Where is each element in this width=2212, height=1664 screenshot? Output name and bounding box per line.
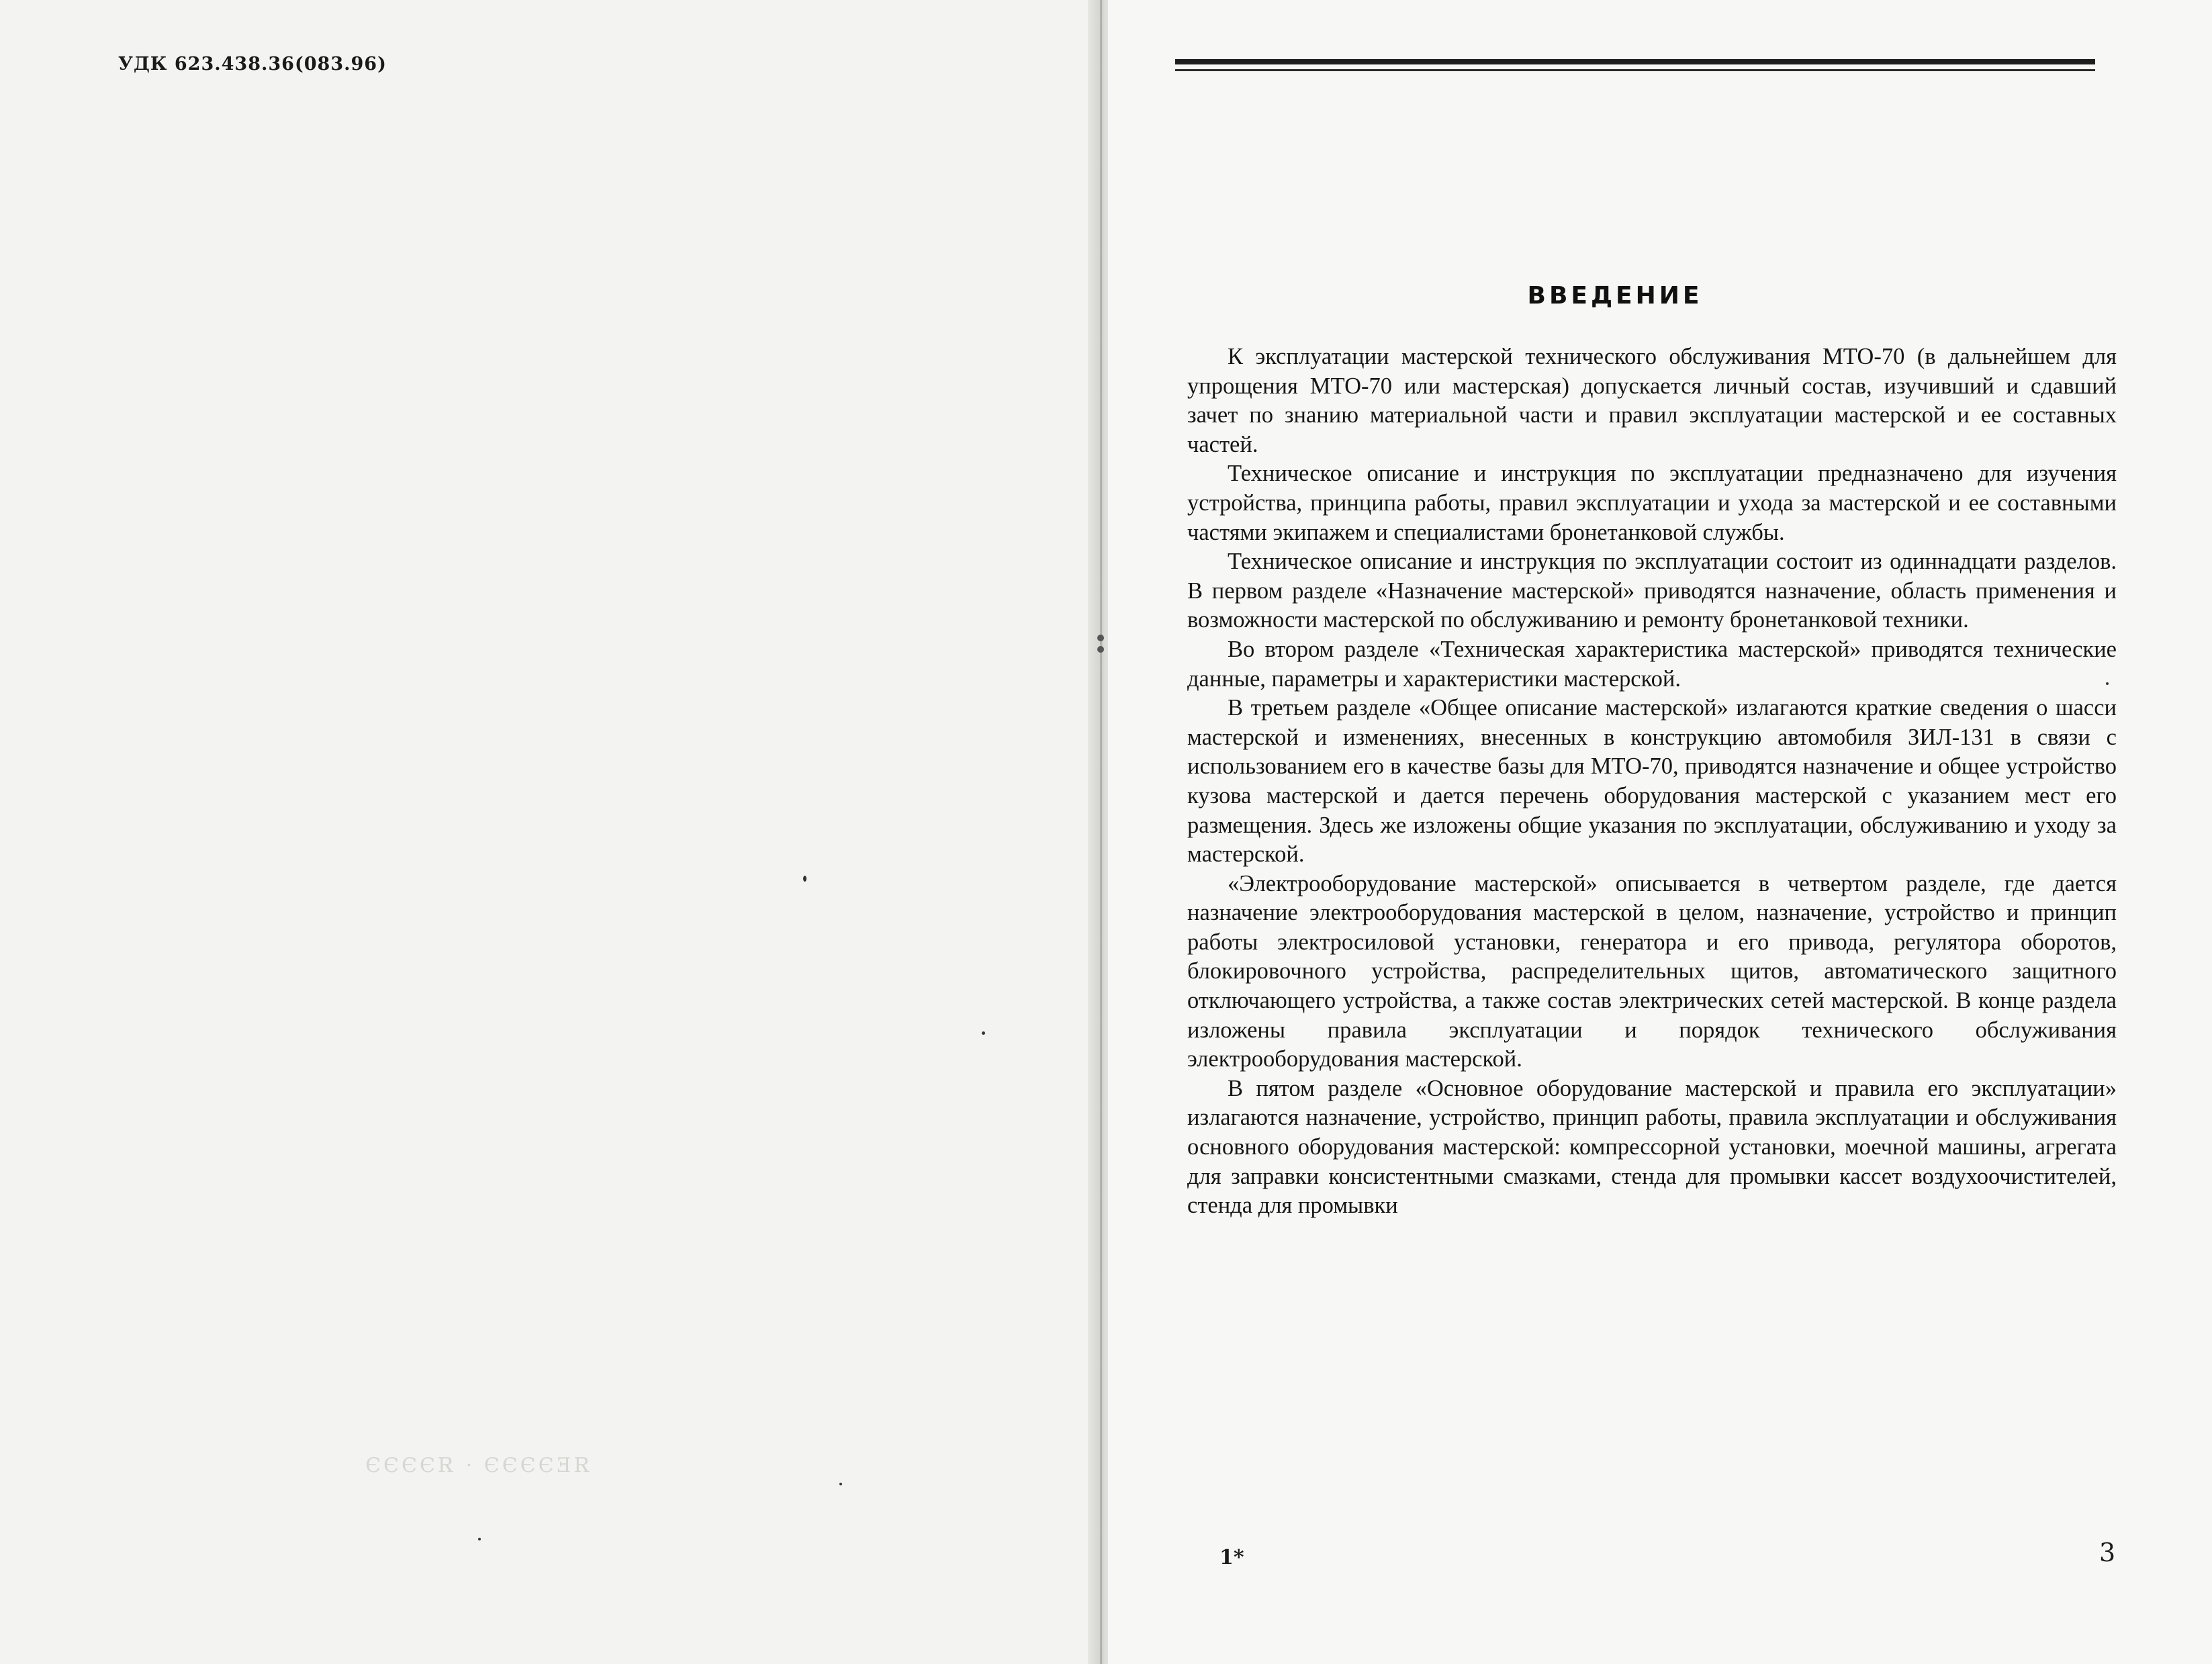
binding-stitch — [1097, 646, 1104, 653]
print-speck — [803, 876, 807, 882]
paragraph: Во втором разделе «Техническая характеристика мастерской» приводятся технические данные, параметры и характеристики мастерской. — [1187, 636, 2117, 692]
header-rule-thin — [1175, 69, 2095, 71]
binding-stitch — [1097, 635, 1104, 641]
section-heading: ВВЕДЕНИЕ — [1527, 282, 1703, 310]
paragraph: В третьем разделе «Общее описание мастерской» излагаются краткие сведения о шасси мастерской и изменениях, внесенных в конструкцию автомобиля ЗИЛ-131 в связи с использованием его в качестве базы для МТО-70, приводятся назначение и общее устройство кузова мастерской и дается перечень оборудования мастерской с указанием мест его размещения. Здесь же изложены общие указания по эксплуатации, обслуживанию и уходу за мастерской. — [1187, 695, 2117, 868]
page-number: 3 — [2099, 1538, 2116, 1567]
paragraph: Техническое описание и инструкция по эксплуатации состоит из одиннадцати разделов. В первом разделе «Назначение мастерской» приводятся назначение, область применения и возможности мастерской по обслуживанию и ремонту бронетанковой техники. — [1187, 549, 2117, 633]
body-text — [1187, 342, 2117, 1221]
left-page — [0, 0, 1095, 1664]
header-rule-thick — [1175, 59, 2095, 64]
print-speck — [982, 1031, 985, 1035]
paragraph: «Электрооборудование мастерской» описывается в четвертом разделе, где дается назначение электрооборудования мастерской в целом, назначение, устройство и принцип работы электросиловой установки, генератора и его привода, регулятора оборотов, блокировочного устройства, распределительных щитов, автоматического защитного отключающего устройства, а также состав электрических сетей мастерской. В конце раздела изложены правила эксплуатации и порядок технического обслуживания электрооборудования мастерской. — [1187, 870, 2117, 1072]
bleed-through-text: ЯЕЭЭЭЭ · ЯЭЭЭЭ — [363, 1454, 590, 1477]
print-speck — [2106, 682, 2109, 685]
paragraph: Техническое описание и инструкция по эксплуатации предназначено для изучения устройства, принципа работы, правил эксплуатации и ухода за мастерской и ее составными частями экипажем и специалистами бронетанковой службы. — [1187, 461, 2117, 545]
paragraph: К эксплуатации мастерской технического обслуживания МТО-70 (в дальнейшем для упрощения МТО-70 или мастерская) допускается личный состав, изучивший и сдавший зачет по знанию материальной части и правил эксплуатации мастерской и ее составных частей. — [1187, 344, 2117, 457]
paragraph: В пятом разделе «Основное оборудование мастерской и правила его эксплуатации» излагаются назначение, устройство, принцип работы, правила эксплуатации и обслуживания основного оборудования мастерской: компрессорной установки, моечной машины, агрегата для заправки консистентными смазками, стенда для промывки кассет воздухоочистителей, стенда для промывки — [1187, 1075, 2117, 1219]
print-speck — [478, 1538, 481, 1540]
gutter-fold-line — [1100, 0, 1102, 1664]
udk-classification: УДК 623.438.36(083.96) — [118, 54, 387, 75]
signature-mark: 1* — [1219, 1546, 1244, 1569]
print-speck — [839, 1483, 842, 1485]
